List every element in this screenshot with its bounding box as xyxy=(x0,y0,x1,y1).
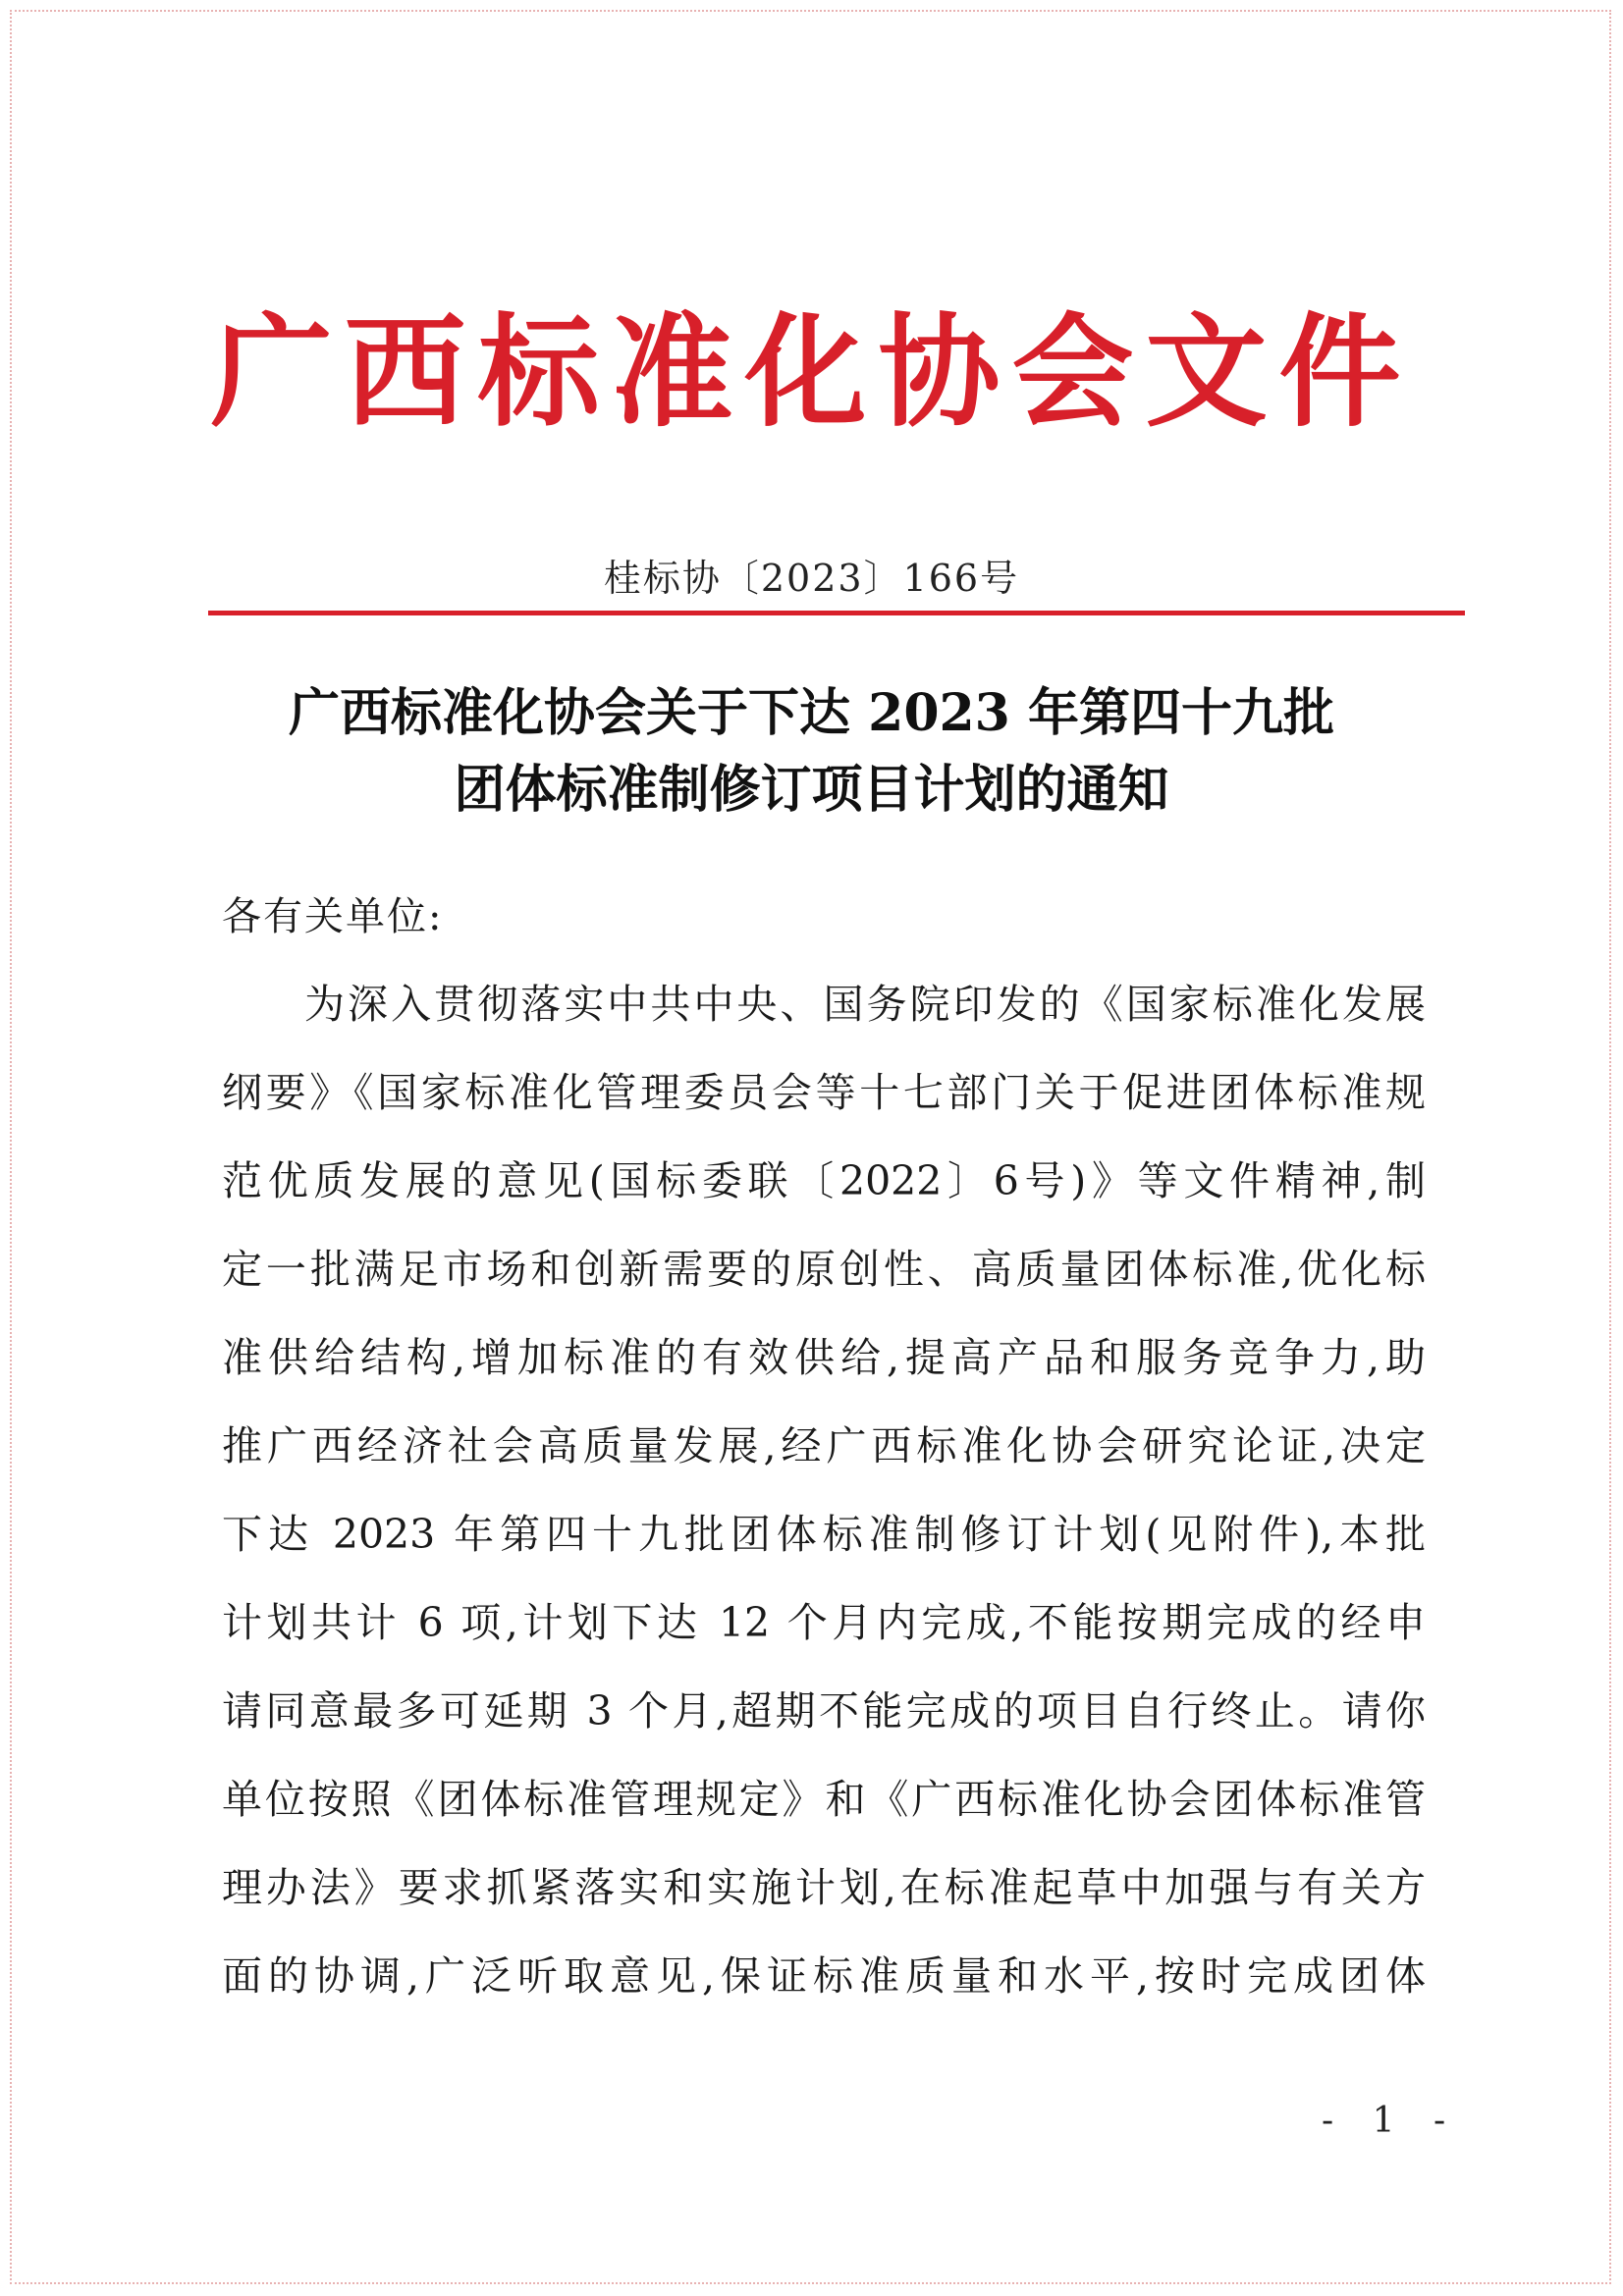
body-line: 范优质发展的意见(国标委联〔2022〕6号)》等文件精神,制 xyxy=(222,1157,1426,1204)
body-line: 准供给结构,增加标准的有效供给,提高产品和服务竞争力,助 xyxy=(222,1334,1426,1381)
document-number: 桂标协〔2023〕166号 xyxy=(603,557,1020,600)
body-line: 为深入贯彻落实中共中央、国务院印发的《国家标准化发展 xyxy=(304,981,1426,1028)
body-line: 理办法》要求抓紧落实和实施计划,在标准起草中加强与有关方 xyxy=(222,1864,1426,1911)
body-line: 纲要》《国家标准化管理委员会等十七部门关于促进团体标准规 xyxy=(222,1069,1426,1116)
body-line: 下达 2023 年第四十九批团体标准制修订计划(见附件),本批 xyxy=(222,1511,1426,1558)
body-line: 推广西经济社会高质量发展,经广西标准化协会研究论证,决定 xyxy=(222,1422,1426,1469)
title-line-2: 团体标准制修订项目计划的通知 xyxy=(454,760,1169,820)
body-line: 面的协调,广泛听取意见,保证标准质量和水平,按时完成团体 xyxy=(222,1952,1426,2000)
page-number: - 1 - xyxy=(1322,2101,1460,2141)
body-line: 计划共计 6 项,计划下达 12 个月内完成,不能按期完成的经申 xyxy=(222,1599,1426,1646)
salutation: 各有关单位: xyxy=(222,894,444,939)
title-line-1: 广西标准化协会关于下达 2023 年第四十九批 xyxy=(289,683,1334,743)
body-paragraph xyxy=(222,970,1426,2030)
header-divider xyxy=(208,611,1465,615)
organization-header: 广西标准化协会文件 xyxy=(210,301,1413,444)
body-line: 请同意最多可延期 3 个月,超期不能完成的项目自行终止。请你 xyxy=(222,1687,1426,1735)
body-line: 定一批满足市场和创新需要的原创性、高质量团体标准,优化标 xyxy=(222,1246,1426,1293)
document-title xyxy=(157,675,1466,828)
body-line: 单位按照《团体标准管理规定》和《广西标准化协会团体标准管 xyxy=(222,1776,1426,1823)
